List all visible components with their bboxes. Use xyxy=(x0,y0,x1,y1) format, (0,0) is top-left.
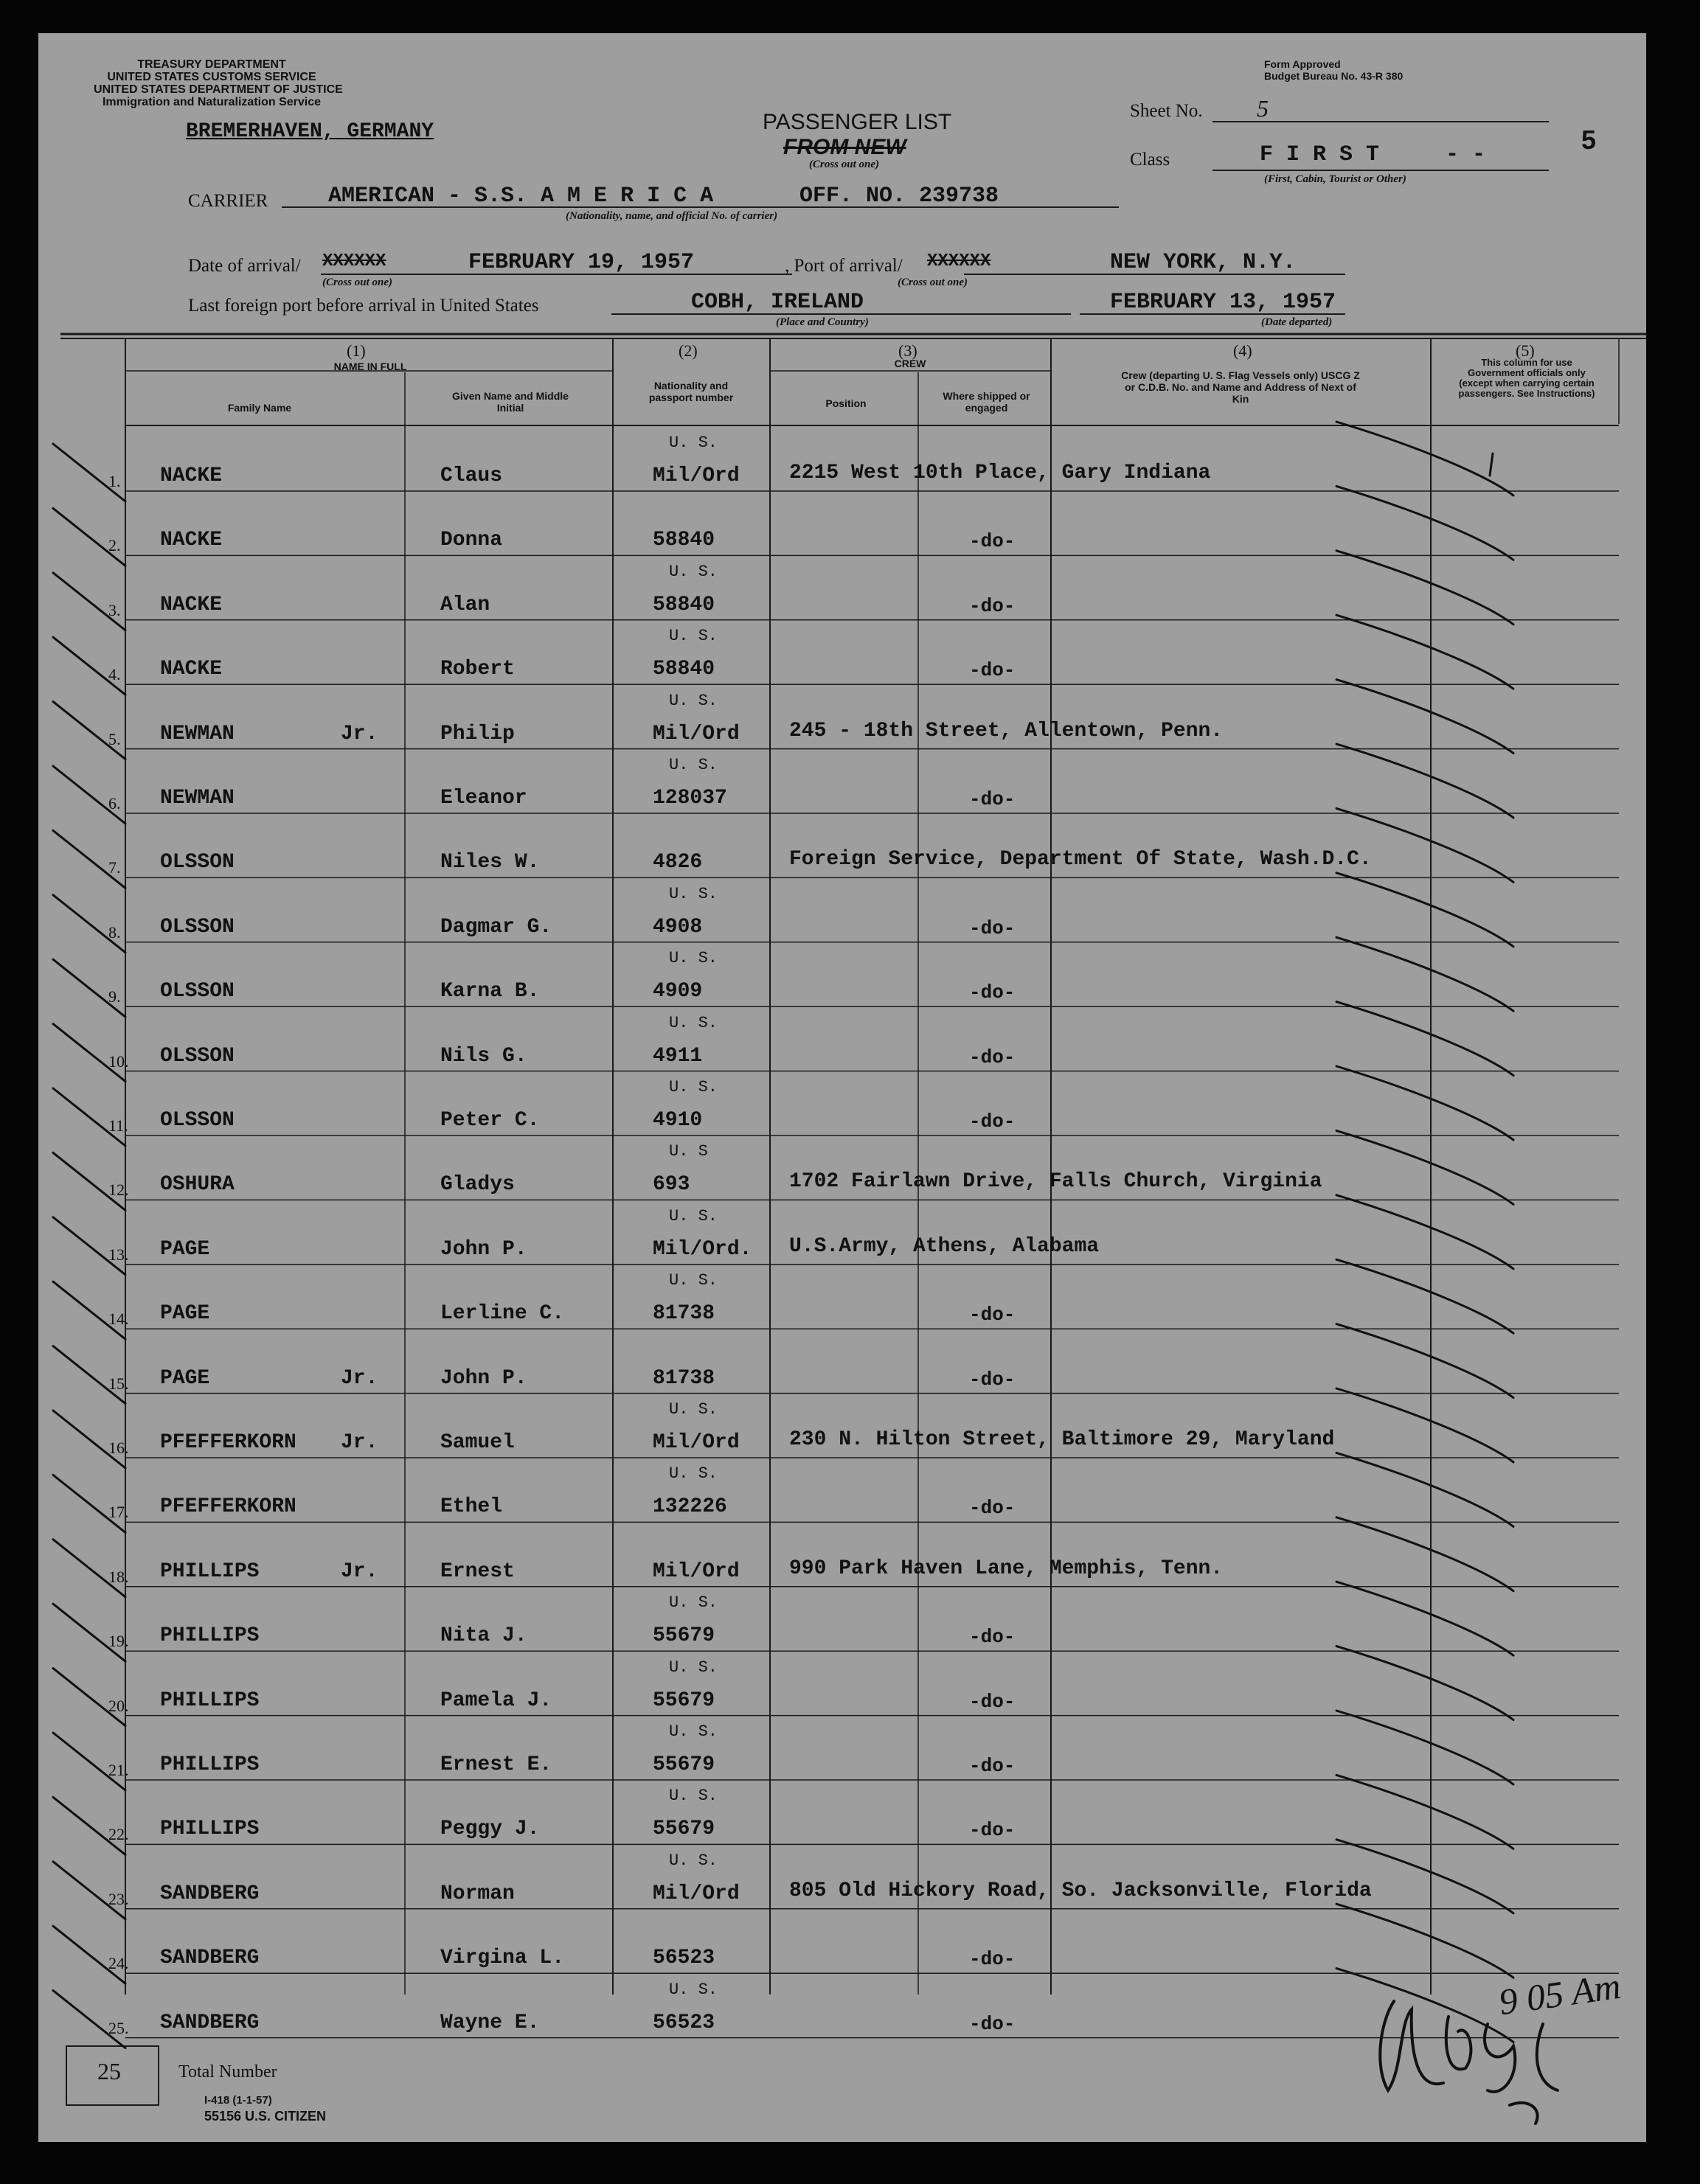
form-approved-line-2: Budget Bureau No. 43-R 380 xyxy=(1264,70,1404,82)
total-label: Total Number xyxy=(178,2062,277,2082)
given-name: John P. xyxy=(440,1237,527,1261)
row-number: 13. xyxy=(108,1245,129,1264)
ditto-mark: -do- xyxy=(969,1304,1016,1326)
family-name: NACKE xyxy=(160,529,223,552)
row-number: 24. xyxy=(108,1954,129,1973)
family-name: NEWMAN xyxy=(160,787,235,810)
passport-number: 81738 xyxy=(653,1366,715,1390)
sheet-value: 5 xyxy=(1257,95,1269,122)
departed-caption: (Date departed) xyxy=(1261,316,1333,328)
ditto-mark: -do- xyxy=(969,1819,1016,1842)
family-name: NEWMAN xyxy=(160,722,235,745)
nationality: U. S. xyxy=(669,1722,718,1741)
government-use-header: This column for use Government officials only (except when carrying certain passengers. See Instructions) xyxy=(1458,357,1595,399)
signature-scrawl xyxy=(1380,2001,1558,2124)
given-name: Wayne E. xyxy=(440,2011,540,2034)
next-of-kin-address: 805 Old Hickory Road, So. Jacksonville, Florida xyxy=(789,1879,1372,1902)
form-rulings xyxy=(38,33,1646,2142)
given-name: Gladys xyxy=(440,1173,515,1197)
list-title: PASSENGER LIST xyxy=(763,110,952,134)
stamp-time: 9 05 Am xyxy=(1496,1964,1623,2023)
given-name: Nils G. xyxy=(440,1044,527,1068)
passport-number: Mil/Ord xyxy=(653,722,740,745)
family-name: PHILLIPS xyxy=(160,1689,260,1712)
row-number: 10. xyxy=(108,1051,129,1071)
shipped-header: Where shipped or engaged xyxy=(943,390,1030,414)
given-name: John P. xyxy=(440,1366,527,1390)
official-number: OFF. NO. 239738 xyxy=(799,184,999,209)
ditto-mark: -do- xyxy=(969,1626,1016,1649)
nationality: U. S. xyxy=(669,562,718,581)
row-number: 1. xyxy=(108,472,121,490)
port-caption: (Cross out one) xyxy=(898,277,968,288)
agency-line-1: TREASURY DEPARTMENT xyxy=(137,58,286,71)
passport-number: 56523 xyxy=(653,2011,715,2034)
check-slash xyxy=(1336,1517,1513,1591)
ditto-mark: -do- xyxy=(969,594,1016,617)
family-name: OLSSON xyxy=(160,980,235,1004)
row-number: 12. xyxy=(108,1180,129,1200)
given-name: Lerline C. xyxy=(440,1302,565,1326)
check-slash xyxy=(1336,1453,1513,1526)
given-name: Claus xyxy=(440,465,503,487)
family-name: OSHURA xyxy=(160,1173,235,1197)
nationality-header: Nationality and passport number xyxy=(648,380,734,403)
row-number: 22. xyxy=(108,1825,129,1844)
name-suffix: Jr. xyxy=(341,1559,378,1583)
carrier-caption: (Nationality, name, and official No. of carrier) xyxy=(566,210,778,222)
check-slash xyxy=(1336,1259,1513,1333)
family-name: PHILLIPS xyxy=(160,1818,260,1841)
family-name: NACKE xyxy=(160,658,223,681)
col2-number: (2) xyxy=(679,341,698,360)
ditto-mark: -do- xyxy=(969,788,1016,810)
last-port-value: COBH, IRELAND xyxy=(691,290,864,315)
check-slash xyxy=(1336,1195,1513,1269)
check-slash xyxy=(1336,744,1513,818)
given-name: Dagmar G. xyxy=(440,915,552,939)
arrival-struck: XXXXXX xyxy=(322,251,386,271)
name-suffix: Jr. xyxy=(341,722,378,745)
class-dashes: - - xyxy=(1446,142,1486,167)
nationality: U. S. xyxy=(669,1980,718,1999)
family-name: OLSSON xyxy=(160,851,235,874)
port-struck: XXXXXX xyxy=(927,251,991,271)
family-name: OLSSON xyxy=(160,1109,235,1132)
passport-number: 58840 xyxy=(653,658,715,681)
nationality: U. S. xyxy=(669,434,718,452)
row-number: 8. xyxy=(108,922,121,942)
agency-line-3: UNITED STATES DEPARTMENT OF JUSTICE xyxy=(94,83,343,96)
family-name: PFEFFERKORN xyxy=(160,1431,296,1454)
nationality: U. S. xyxy=(669,1013,718,1032)
passport-number: 4908 xyxy=(653,915,703,939)
nationality: U. S. xyxy=(669,691,718,710)
check-slash xyxy=(1336,615,1513,689)
nationality: U. S. xyxy=(669,627,718,646)
check-slash xyxy=(1336,1388,1513,1462)
next-of-kin-address: U.S.Army, Athens, Alabama xyxy=(789,1234,1100,1258)
passport-number: 56523 xyxy=(653,1947,715,1970)
passport-number: 4911 xyxy=(653,1044,703,1068)
given-name: Alan xyxy=(440,593,490,616)
row-number: 17. xyxy=(108,1503,129,1522)
nationality: U. S. xyxy=(669,1078,718,1096)
class-value: F I R S T xyxy=(1260,142,1380,167)
passport-number: Mil/Ord xyxy=(653,1559,740,1583)
crew-header: CREW xyxy=(894,358,926,369)
ditto-mark: -do- xyxy=(969,1948,1016,1971)
passport-number: 4909 xyxy=(653,980,703,1004)
col5-number: (5) xyxy=(1516,341,1535,360)
family-name: SANDBERG xyxy=(160,2011,260,2034)
form-approved-line-1: Form Approved xyxy=(1264,58,1341,70)
family-name: PAGE xyxy=(160,1302,210,1326)
arrival-value: FEBRUARY 19, 1957 xyxy=(468,250,695,275)
passport-number: 55679 xyxy=(653,1753,715,1776)
row-number: 3. xyxy=(108,600,121,619)
position-header: Position xyxy=(825,397,867,409)
ditto-mark: -do- xyxy=(969,1755,1016,1777)
ditto-mark: -do- xyxy=(969,659,1016,682)
next-of-kin-address: 230 N. Hilton Street, Baltimore 29, Maryland xyxy=(789,1428,1335,1451)
departed-value: FEBRUARY 13, 1957 xyxy=(1110,290,1336,315)
given-name: Norman xyxy=(440,1882,515,1905)
ditto-mark: -do- xyxy=(969,530,1016,553)
family-name: PHILLIPS xyxy=(160,1624,260,1648)
nationality: U. S. xyxy=(669,756,718,774)
next-of-kin-address: 990 Park Haven Lane, Memphis, Tenn. xyxy=(789,1557,1224,1580)
passport-number: Mil/Ord xyxy=(653,465,740,487)
family-name: PHILLIPS xyxy=(160,1753,260,1776)
carrier-value: AMERICAN - S.S. A M E R I C A xyxy=(328,184,714,209)
family-name: NACKE xyxy=(160,593,223,616)
check-slash xyxy=(1336,1711,1513,1784)
form-code: 55156 U.S. CITIZEN xyxy=(204,2109,327,2124)
arrival-label: Date of arrival/ xyxy=(188,256,301,276)
ditto-mark: -do- xyxy=(969,1690,1016,1713)
row-number: 23. xyxy=(108,1889,129,1908)
nationality: U. S. xyxy=(669,1787,718,1806)
ditto-mark: -do- xyxy=(969,1046,1016,1068)
given-name: Ethel xyxy=(440,1495,503,1519)
list-subtitle-caption: (Cross out one) xyxy=(809,159,880,170)
family-name: NACKE xyxy=(160,465,223,487)
family-name: SANDBERG xyxy=(160,1947,260,1970)
ditto-mark: -do- xyxy=(969,1497,1016,1520)
row-number: 11. xyxy=(108,1116,128,1135)
passport-number: Mil/Ord xyxy=(653,1431,740,1454)
given-name: Peter C. xyxy=(440,1109,540,1132)
family-name: SANDBERG xyxy=(160,1882,260,1905)
port-value: NEW YORK, N.Y. xyxy=(1110,250,1297,275)
class-caption: (First, Cabin, Tourist or Other) xyxy=(1264,173,1406,185)
check-slash xyxy=(1336,1840,1513,1913)
given-name: Nita J. xyxy=(440,1624,527,1648)
next-of-kin-address: 245 - 18th Street, Allentown, Penn. xyxy=(789,719,1224,743)
form-number: I-418 (1-1-57) xyxy=(204,2094,272,2107)
nationality: U. S. xyxy=(669,1593,718,1613)
name-suffix: Jr. xyxy=(341,1431,378,1454)
nationality: U. S. xyxy=(669,1658,718,1677)
given-name: Samuel xyxy=(440,1431,515,1454)
given-name: Karna B. xyxy=(440,980,540,1004)
ditto-mark: -do- xyxy=(969,1110,1016,1133)
check-slash xyxy=(1336,551,1513,625)
given-name: Peggy J. xyxy=(440,1818,540,1841)
passport-number: Mil/Ord xyxy=(653,1882,740,1905)
passport-number: 81738 xyxy=(653,1302,715,1326)
family-name: PAGE xyxy=(160,1366,210,1390)
last-port-caption: (Place and Country) xyxy=(776,316,869,328)
check-slash xyxy=(1336,1646,1513,1720)
check-slash xyxy=(1336,808,1513,882)
family-name-header: Family Name xyxy=(227,402,292,414)
passport-number: 55679 xyxy=(653,1818,715,1841)
check-slash xyxy=(1336,873,1513,947)
check-slash xyxy=(1336,1582,1513,1655)
passport-number: 58840 xyxy=(653,593,715,616)
passenger-list-sheet xyxy=(38,33,1646,2142)
row-number: 20. xyxy=(108,1696,129,1715)
given-name: Niles W. xyxy=(440,851,540,874)
name-suffix: Jr. xyxy=(341,1366,378,1390)
row-number: 7. xyxy=(108,858,121,877)
col1-title: NAME IN FULL xyxy=(333,361,407,372)
row-number: 25. xyxy=(108,2018,129,2037)
passport-number: 693 xyxy=(653,1173,690,1197)
page-mark: 5 xyxy=(1581,125,1597,155)
passport-number: 55679 xyxy=(653,1624,715,1648)
nationality: U. S. xyxy=(669,949,718,968)
family-name: OLSSON xyxy=(160,915,235,939)
given-name-header: Given Name and Middle Initial xyxy=(452,390,569,414)
row-number: 14. xyxy=(108,1310,129,1329)
col1-number: (1) xyxy=(347,341,366,360)
passport-number: 58840 xyxy=(653,529,715,552)
given-name: Ernest xyxy=(440,1559,515,1583)
check-slash xyxy=(1336,1904,1513,1978)
check-slash xyxy=(1336,1775,1513,1849)
next-of-kin-address: 2215 West 10th Place, Gary Indiana xyxy=(789,462,1211,484)
given-name: Virgina L. xyxy=(440,1947,565,1970)
given-name: Philip xyxy=(440,722,515,745)
next-of-kin-address: Foreign Service, Department Of State, Wash.D.C. xyxy=(789,848,1372,872)
row-number: 19. xyxy=(108,1632,129,1651)
departure-port: BREMERHAVEN, GERMANY xyxy=(186,120,434,143)
arrival-caption: (Cross out one) xyxy=(322,277,393,288)
passport-number: 132226 xyxy=(653,1495,727,1519)
col3-number: (3) xyxy=(898,341,917,360)
next-of-kin-header: Crew (departing U. S. Flag Vessels only) USCG Z or C.D.B. No. and Name and Address of Next of Kin xyxy=(1121,369,1360,405)
row-number: 6. xyxy=(108,794,121,813)
ditto-mark: -do- xyxy=(969,2012,1016,2035)
total-count: 25 xyxy=(97,2058,121,2084)
row-number: 18. xyxy=(108,1567,129,1586)
next-of-kin-address: 1702 Fairlawn Drive, Falls Church, Virginia xyxy=(789,1170,1322,1194)
nationality: U. S. xyxy=(669,1206,718,1225)
row-number: 21. xyxy=(108,1761,129,1779)
check-slash xyxy=(1336,1002,1513,1076)
passport-number: 128037 xyxy=(653,787,727,810)
given-name: Ernest E. xyxy=(440,1753,552,1776)
given-name: Pamela J. xyxy=(440,1689,552,1712)
row-number: 9. xyxy=(108,987,121,1006)
check-slash xyxy=(1336,422,1513,495)
check-slash xyxy=(1336,937,1513,1011)
passport-number: 4826 xyxy=(653,851,703,874)
family-name: PAGE xyxy=(160,1237,210,1261)
list-subtitle-struck: FROM NEW xyxy=(783,135,906,159)
agency-line-4: Immigration and Naturalization Service xyxy=(102,96,322,108)
port-label: , Port of arrival/ xyxy=(785,256,903,276)
passport-number: 4910 xyxy=(653,1109,703,1132)
row-number: 15. xyxy=(108,1374,129,1393)
family-name: PFEFFERKORN xyxy=(160,1495,296,1519)
row-number: 2. xyxy=(108,536,121,555)
ditto-mark: -do- xyxy=(969,981,1016,1004)
row-number: 16. xyxy=(108,1439,129,1457)
agency-line-2: UNITED STATES CUSTOMS SERVICE xyxy=(107,71,316,83)
check-slash xyxy=(1336,486,1513,560)
nationality: U. S. xyxy=(669,1400,718,1419)
given-name: Donna xyxy=(440,529,503,552)
check-slash xyxy=(1336,1324,1513,1398)
ditto-mark: -do- xyxy=(969,917,1016,939)
nationality: U. S. xyxy=(669,1464,718,1484)
check-slash xyxy=(1336,680,1513,754)
form-approved xyxy=(1264,58,1403,82)
col4-number: (4) xyxy=(1233,341,1252,360)
nationality: U. S. xyxy=(669,884,718,903)
carrier-label: CARRIER xyxy=(188,191,268,211)
ditto-mark: -do- xyxy=(969,1368,1016,1391)
check-slash xyxy=(1336,1066,1513,1140)
nationality: U. S. xyxy=(669,1851,718,1870)
nationality: U. S. xyxy=(669,1271,718,1290)
row-number: 5. xyxy=(108,729,121,748)
family-name: PHILLIPS xyxy=(160,1559,260,1583)
sheet-label: Sheet No. xyxy=(1130,101,1203,121)
passport-number: 55679 xyxy=(653,1689,715,1712)
row-number: 4. xyxy=(108,665,121,684)
given-name: Robert xyxy=(440,658,515,681)
last-port-label: Last foreign port before arrival in United States xyxy=(188,296,539,316)
passport-number: Mil/Ord. xyxy=(653,1237,752,1261)
check-slash xyxy=(1336,1130,1513,1204)
class-label: Class xyxy=(1130,150,1170,170)
given-name: Eleanor xyxy=(440,787,527,810)
nationality: U. S xyxy=(669,1142,708,1161)
agency-block xyxy=(94,58,343,108)
family-name: OLSSON xyxy=(160,1044,235,1068)
